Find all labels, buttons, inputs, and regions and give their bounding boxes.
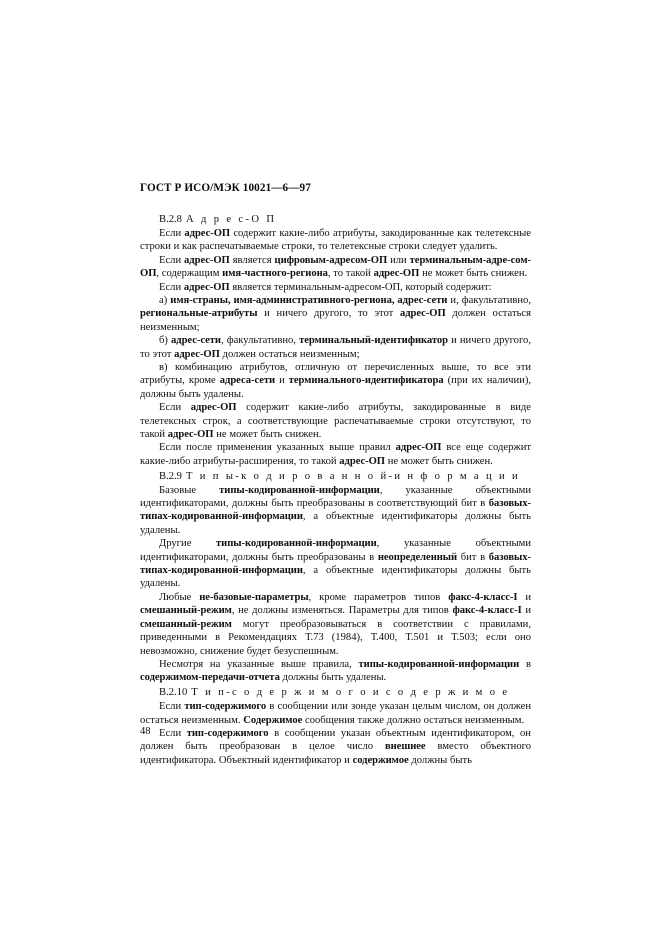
text-run: могут преобразовываться в соответствии с правилами, приведенными в Рекомендациях Т.73 (1984), Т.400, Т.501 и Т.503; если оно невозможно, снижение будет безуспешным. [140, 618, 531, 657]
text-run: и, факультативно, [447, 294, 531, 306]
text-run: не может быть снижен. [213, 429, 322, 440]
bold-term: адрес-ОП [373, 268, 420, 280]
section-heading [140, 213, 531, 226]
bold-term: адрес-ОП [190, 402, 237, 414]
text-run: не может быть снижен. [385, 455, 493, 467]
text-run: сообщения также должно остаться неизменным. [302, 714, 525, 726]
paragraph [140, 294, 531, 334]
sections-container [140, 213, 531, 767]
text-run: , факультативно, [220, 335, 300, 347]
text-run: должны быть [408, 754, 473, 766]
bold-term: тип-содержимого [186, 727, 269, 739]
text-run: Базовые [159, 484, 220, 496]
section-heading [140, 686, 531, 699]
text-run: , а объектные идентификаторы должны быть удалены. [140, 565, 531, 590]
text-run: , то такой [327, 268, 374, 280]
section-title: Т и п-с о д е р ж и м о г о и с о д е р ж и м о е [191, 687, 510, 699]
bold-term: внешнее [384, 741, 426, 753]
paragraph [140, 441, 531, 468]
paragraph [140, 591, 531, 658]
text-run: , кроме параметров типов [308, 591, 449, 603]
text-run: содержит какие-либо атрибуты, закодированные как телетексные строки и как распечатываемые строки, то телетексные строки следует удалить. [140, 227, 531, 253]
text-run: в [519, 658, 531, 670]
bold-term: адрес-ОП [400, 308, 446, 320]
bold-term: имя-страны, имя-административного-региона, адрес-сети [170, 294, 448, 306]
bold-term: типы-кодированной-информации [216, 538, 377, 550]
section-number: В.2.10 [159, 687, 188, 699]
text-run: должны быть удалены. [279, 672, 387, 684]
text-run: Если [159, 402, 191, 414]
paragraph [140, 254, 531, 281]
bold-term: тип-содержимого [184, 701, 267, 713]
section-number: В.2.9 [159, 470, 182, 482]
text-run: в сообщении или зонде указан целым числом, он должен остаться неизменным. [140, 701, 531, 726]
text-run: Если [159, 254, 185, 266]
bold-term: адрес-ОП [184, 254, 230, 266]
text-run: не может быть снижен. [419, 268, 528, 280]
paragraph [140, 727, 531, 767]
text-run: вместо объектного идентификатора. Объектный идентификатор и [140, 741, 531, 766]
section-number: В.2.8 [159, 214, 182, 225]
text-run: Несмотря на указанные выше правила, [159, 658, 359, 670]
bold-term: не-базовые-параметры [199, 591, 309, 603]
text-run: (при их наличии), должны быть удалены. [140, 375, 532, 400]
bold-term: терминальным-адре-сом-ОП [140, 254, 531, 280]
text-run: должен остаться неизменным; [219, 348, 360, 360]
text-run: , не должны изменяться. Параметры для типов [231, 605, 453, 617]
text-run: Если [159, 701, 185, 713]
text-run: все еще содержит какие-либо атрибуты-расширения, то такой [140, 442, 531, 467]
paragraph [140, 361, 531, 401]
bold-term: смешанный-режим [140, 605, 232, 617]
text-run: и ничего другого, то этот [257, 308, 400, 320]
paragraph [140, 227, 531, 254]
text-run: в сообщении указан объектным идентификатором, он должен быть преобразован в целое число [140, 727, 531, 753]
bold-term: адрес-ОП [184, 227, 231, 239]
section-title: А д р е с-О П [185, 214, 277, 225]
bold-term: типы-кодированной-информации [219, 484, 380, 496]
bold-term: факс-4-класс-I [448, 591, 518, 603]
text-run: и [517, 591, 532, 603]
text-run: или [387, 254, 410, 266]
document-header: ГОСТ Р ИСО/МЭК 10021—6—97 [140, 182, 311, 194]
bold-term: содержимое [352, 754, 409, 766]
paragraph [140, 401, 531, 441]
paragraph [140, 700, 531, 727]
bold-term: адрес-ОП [183, 281, 230, 293]
text-run: , указанные объектными идентификаторами, должны быть преобразованы в соответствующий бит в [140, 484, 531, 510]
bold-term: терминального-идентификатора [288, 375, 444, 387]
bold-term: содержимом-передачи-отчета [140, 672, 280, 684]
text-run: Если [159, 727, 187, 739]
bold-term: базовых-типах-кодированной-информации [140, 551, 532, 577]
text-run: Если после применения указанных выше правил [159, 442, 396, 454]
bold-term: факс-4-класс-I [452, 605, 522, 617]
text-run: Если [159, 227, 185, 239]
bold-term: терминальный-идентификатор [299, 335, 448, 347]
section-title: Т и п ы-к о д и р о в а н н о й-и н ф о р м а ц и и [185, 470, 521, 482]
bold-term: цифровым-адресом-ОП [274, 254, 388, 266]
bold-term: региональные-атрибуты [140, 308, 258, 320]
text-run: , указанные объектными идентификаторами, должны быть преобразованы в [140, 538, 531, 563]
bold-term: смешанный-режим [140, 618, 232, 630]
bold-term: неопределенный [377, 551, 458, 563]
bold-term: Содержимое [243, 714, 303, 726]
text-run: должен остаться неизменным; [140, 308, 532, 333]
text-run: Если [159, 281, 184, 293]
text-run: , а объектные идентификаторы должны быть удалены. [140, 511, 531, 536]
text-run: а) [159, 294, 171, 306]
text-run: и ничего другого, то этот [140, 335, 531, 360]
paragraph [140, 281, 531, 294]
text-run: Другие [159, 538, 217, 550]
bold-term: адрес-ОП [339, 455, 385, 467]
paragraph [140, 537, 531, 591]
bold-term: имя-частного-региона [222, 268, 328, 280]
text-run: б) [159, 335, 172, 347]
text-run: содержит какие-либо атрибуты, закодированные в виде телетексных строк, а соответствующие распечатываемые строки отсутствуют, то такой [140, 402, 531, 440]
section-heading [140, 470, 531, 483]
bold-term: адрес-ОП [174, 348, 220, 360]
bold-term: адрес-ОП [167, 429, 214, 440]
paragraph [140, 334, 531, 361]
bold-term: адрес-ОП [395, 442, 442, 454]
text-run: и [521, 605, 531, 617]
text-run: и [275, 375, 289, 387]
bold-term: адреса-сети [219, 375, 276, 387]
page-number: 48 [140, 726, 151, 737]
text-run: Любые [159, 591, 200, 603]
page-content [140, 182, 531, 767]
bold-term: адрес-сети [171, 335, 221, 347]
text-run: в) комбинацию атрибутов, отличную от перечисленных выше, то все эти атрибуты, кроме [140, 361, 531, 387]
paragraph [140, 658, 531, 685]
text-run: , содержащим [156, 268, 223, 280]
bold-term: типы-кодированной-информации [358, 658, 520, 670]
text-run: бит в [457, 551, 489, 563]
text-run: является терминальным-адресом-ОП, который содержит: [229, 281, 492, 293]
paragraph [140, 484, 531, 538]
text-run: является [229, 254, 275, 266]
bold-term: базовых-типах-кодированной-информации [140, 498, 531, 523]
